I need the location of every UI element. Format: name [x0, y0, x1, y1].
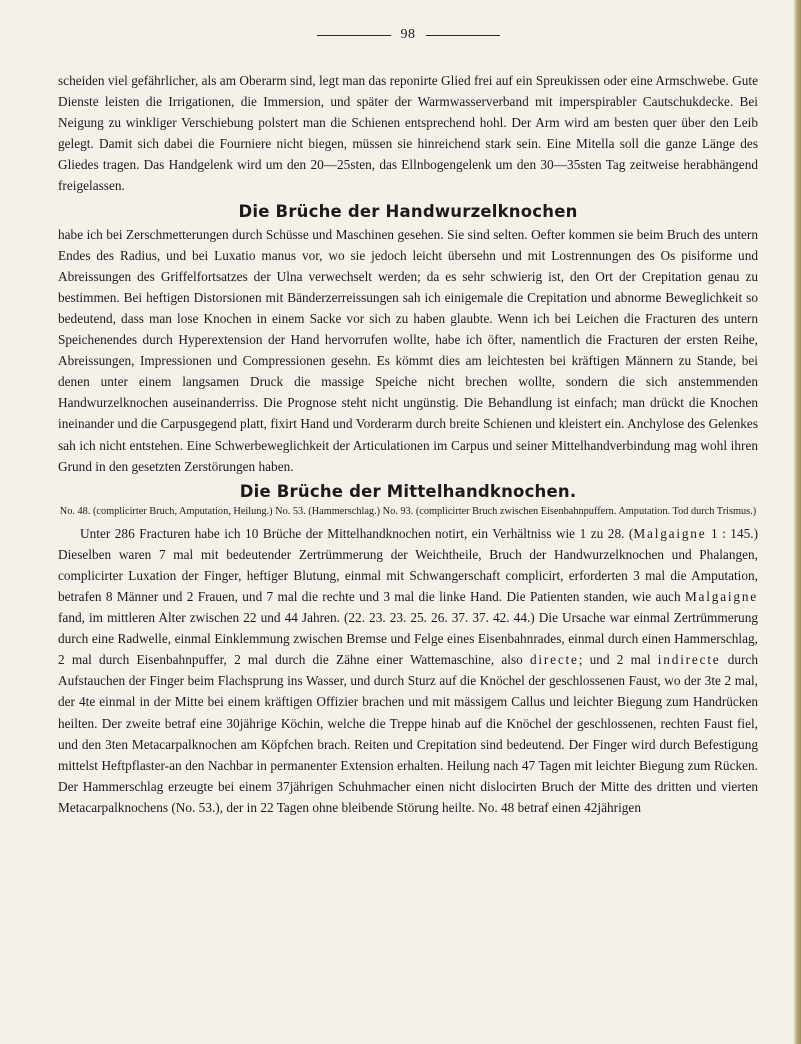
text-run: fand, im mittleren Alter zwischen 22 und 44 Jahren. (22. 23. 23. 25. 26. 37. 37. 42. 44.) Die Ursache war einmal Zertrümmerung durch eine Radwelle, einmal Einklemmung zwischen Bremse und Felge eines Eisenbahnrades, einmal durch einen Hammerschlag, 2 mal durch Eisenbahnpuffer, 2 mal durch die Zähne einer Wattemaschine, also [58, 610, 758, 668]
emphasis-term: indirecte [657, 652, 721, 668]
emphasis-term: directe [529, 652, 579, 668]
case-references: No. 48. (complicirter Bruch, Amputation, Heilung.) No. 53. (Hammerschlag.) No. 93. (complicirter Bruch zwischen Eisenbahnpuffern. Amputation. Tod durch Trismus.) [59, 505, 757, 517]
page-header [58, 24, 758, 46]
paragraph-handwurzelknochen: habe ich bei Zerschmetterungen durch Schüsse und Maschinen gesehen. Sie sind selten. Oefter kommen sie beim Bruch des untern Endes des Radius, und bei Luxatio manus vor, wo sie jedoch leicht übersehn und mit Lostrennungen des Os pisiforme und Abreissungen des Griffelfortsatzes der Ulna verwechselt werden; da es sehr schwierig ist, den Ort der Crepitation genau zu bestimmen. Bei heftigen Distorsionen mit Bänderzerreissungen sah ich einigemale die Crepitation und abnorme Beweglichkeit so bedeutend, dass man lose Knochen in einem Sacke vor sich zu haben glaubte. Wenn ich bei Leichen die Fracturen des untern Speichenendes durch Hyperextension der Hand hervorrufen wollte, habe ich öfter, namentlich die Fracturen der ersten Reihe, Abreissungen, Impressionen und Compressionen gesehn. Es kömmt dies am leichtesten bei kräftigen Männern zu Stande, bei denen unter einem langsamen Druck die massige Speiche nicht brechen wollte, sondern die sich anstemmenden Handwurzelknochen auseinanderriss. Die Prognose steht nicht ungünstig. Die Behandlung ist einfach; man drückt die Knochen ineinander und die Carpusgegend platt, fixirt Hand und Vorderarm durch breite Schienen und kleistert ein. Anchylose des Gelenkes sah ich nicht entstehen. Eine Schwerbeweglichkeit der Articulationen im Carpus und seiner Mittelhandverbindung mag wohl ihren Grund in den gesetzten Zerstörungen haben. [58, 226, 758, 474]
book-page [58, 24, 758, 818]
header-rule-left [317, 35, 391, 36]
paragraph-continuation: scheiden viel gefährlicher, als am Oberarm sind, legt man das reponirte Glied frei auf ein Spreukissen oder eine Armschwebe. Gute Dienste leisten die Irrigationen, die Immersion, und später der Warmwasserverband mit imperspirabler Cautschukdecke. Bei Neigung zu winkliger Verschiebung polstert man die Schienen entsprechend hohl. Der Arm wird am besten quer über den Leib gelegt. Damit sich dabei die Fourniere nicht biegen, müssen sie hinreichend stark sein. Eine Mitella soll die ganze Länge des Gliedes tragen. Das Handgelenk wird um den 20—25sten, das Ellnbogengelenk um den 30—35sten Tag zeitweise herabhängend freigelassen. [58, 73, 758, 194]
author-name: Malgaigne [684, 588, 758, 604]
section-heading-handwurzelknochen: Die Brüche der Handwurzelknochen [238, 201, 578, 221]
author-name: Malgaigne [633, 525, 707, 541]
text-run: durch Aufstauchen der Finger beim Flachsprung ins Wasser, und durch Sturz auf die Knöchel der geschlossenen Faust, wo der 3te 2 mal, der 4te einmal in der Mitte bei einem kräftigen Offizier brachen und mit mässigem Callus und leichter Biegung zum Handrücken heilten. Der zweite betraf eine 30jährige Köchin, welche die Treppe hinab auf die Knöchel der geschlossenen, rechten Faust fiel, und den 3ten Metacarpalknochen am Köpfchen brach. Reiten und Crepitation sind bedeutend. Der Finger wird durch Befestigung mittelst Heftpflaster-an den Nachbar in permanenter Extension erhalten. Heilung nach 47 Tagen mit leichter Biegung zum Rücken. Der Hammerschlag erzeugte bei einem 37jährigen Schuhmacher einen nicht dislocirten Bruch der Mitte des dritten und vierten Metacarpalknochens (No. 53.), der in 22 Tagen ohne bleibende Störung heilte. No. 48 betraf einen 42jährigen [58, 652, 758, 815]
section-heading-mittelhandknochen: Die Brüche der Mittelhandknochen. [239, 481, 577, 501]
header-rule-right [426, 35, 500, 36]
paragraph-mittelhandknochen [58, 523, 758, 818]
text-run: 1 : 145.) Dieselben waren 7 mal mit bedeutender Zertrümmerung der Weichtheile, Bruch der Handwurzelknochen und Phalangen, complicirter Luxation der Finger, heftiger Blutung, einmal mit Schwangerschaft complicirt, erforderten 3 mal die Amputation, betrafen 8 Männer und 2 Frauen, und 7 mal die rechte und 3 mal die linke Hand. Die Patienten standen, wie auch [58, 525, 758, 604]
text-run: ; und 2 mal [578, 652, 658, 668]
text-run: Unter 286 Fracturen habe ich 10 Brüche der Mittelhandknochen notirt, ein Verhältniss wie 1 zu 28. ( [80, 525, 634, 541]
page-number: 98 [400, 27, 416, 42]
page-edge [793, 0, 801, 1044]
